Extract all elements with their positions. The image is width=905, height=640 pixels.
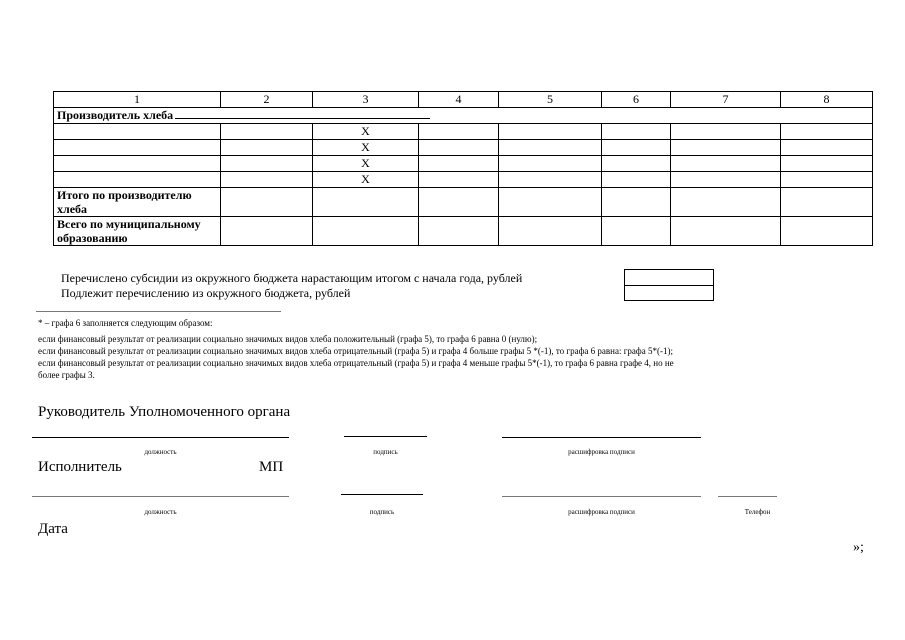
executor-decoding-caption: расшифровка подписи <box>568 508 635 516</box>
total-producer-label: Итого по производителю хлеба <box>54 188 221 217</box>
producer-row <box>54 108 873 124</box>
footnote-line: если финансовый результат от реализации социально значимых видов хлеба положительный (графа 5), то графа 6 равна 0 (нулю); <box>38 334 538 344</box>
footnote-divider <box>36 311 281 312</box>
x-mark: Х <box>313 172 419 188</box>
table-row <box>54 172 873 188</box>
position-caption: должность <box>144 448 177 456</box>
signature-caption: подпись <box>373 448 398 456</box>
executor-signature-line[interactable] <box>341 494 423 495</box>
column-header: 8 <box>781 92 873 108</box>
table-row <box>54 140 873 156</box>
x-mark: Х <box>313 124 419 140</box>
subsidy-due-label: Подлежит перечислению из окружного бюджета, рублей <box>61 286 351 300</box>
footnote-line: если финансовый результат от реализации социально значимых видов хлеба отрицательный (графа 5) и графа 4 больше графы 5 *(-1), то графа 6 равна: графа 5*(-1); <box>38 346 673 356</box>
date-label: Дата <box>38 521 68 537</box>
phone-line[interactable] <box>718 496 777 497</box>
table-row <box>54 124 873 140</box>
header-row <box>54 92 873 108</box>
total-producer-row <box>54 188 873 217</box>
column-header: 6 <box>602 92 671 108</box>
executor-position-caption: должность <box>144 508 177 516</box>
column-header: 7 <box>671 92 781 108</box>
stamp-label: МП <box>259 459 284 475</box>
decoding-caption: расшифровка подписи <box>568 448 635 456</box>
subsidy-transferred-field[interactable] <box>624 269 714 286</box>
column-header: 5 <box>499 92 602 108</box>
head-title: Руководитель Уполномоченного органа <box>38 404 291 420</box>
column-header: 1 <box>54 92 221 108</box>
table-row <box>54 156 873 172</box>
executor-position-line[interactable] <box>32 496 289 497</box>
position-line[interactable] <box>32 437 289 438</box>
decoding-line[interactable] <box>502 437 701 438</box>
subsidy-due-field[interactable] <box>624 285 714 301</box>
executor-decoding-line[interactable] <box>502 496 701 497</box>
column-header: 4 <box>419 92 499 108</box>
column-header: 3 <box>313 92 419 108</box>
report-table <box>53 91 873 246</box>
x-mark: Х <box>313 140 419 156</box>
producer-name-line[interactable] <box>175 108 430 119</box>
executor-signature-caption: подпись <box>369 508 395 516</box>
total-municipal-row <box>54 217 873 246</box>
footnote-line: более графы 3. <box>38 370 95 380</box>
executor-label: Исполнитель <box>38 459 122 475</box>
column-header: 2 <box>221 92 313 108</box>
producer-cell <box>54 108 873 124</box>
signature-line[interactable] <box>344 436 427 437</box>
total-municipal-label: Всего по муниципальному образованию <box>54 217 221 246</box>
footnote-line: если финансовый результат от реализации социально значимых видов хлеба отрицательный (графа 5) и графа 4 меньше графы 5*(-1), то графа 6 равна графе 4, но не <box>38 358 674 368</box>
producer-label: Производитель хлеба <box>57 108 174 122</box>
closing-quote: »; <box>853 540 864 555</box>
phone-caption: Телефон <box>744 508 771 516</box>
subsidy-transferred-label: Перечислено субсидии из окружного бюджета нарастающим итогом с начала года, рублей <box>61 271 523 285</box>
x-mark: Х <box>313 156 419 172</box>
footnote-title: * – графа 6 заполняется следующим образом: <box>38 318 213 328</box>
